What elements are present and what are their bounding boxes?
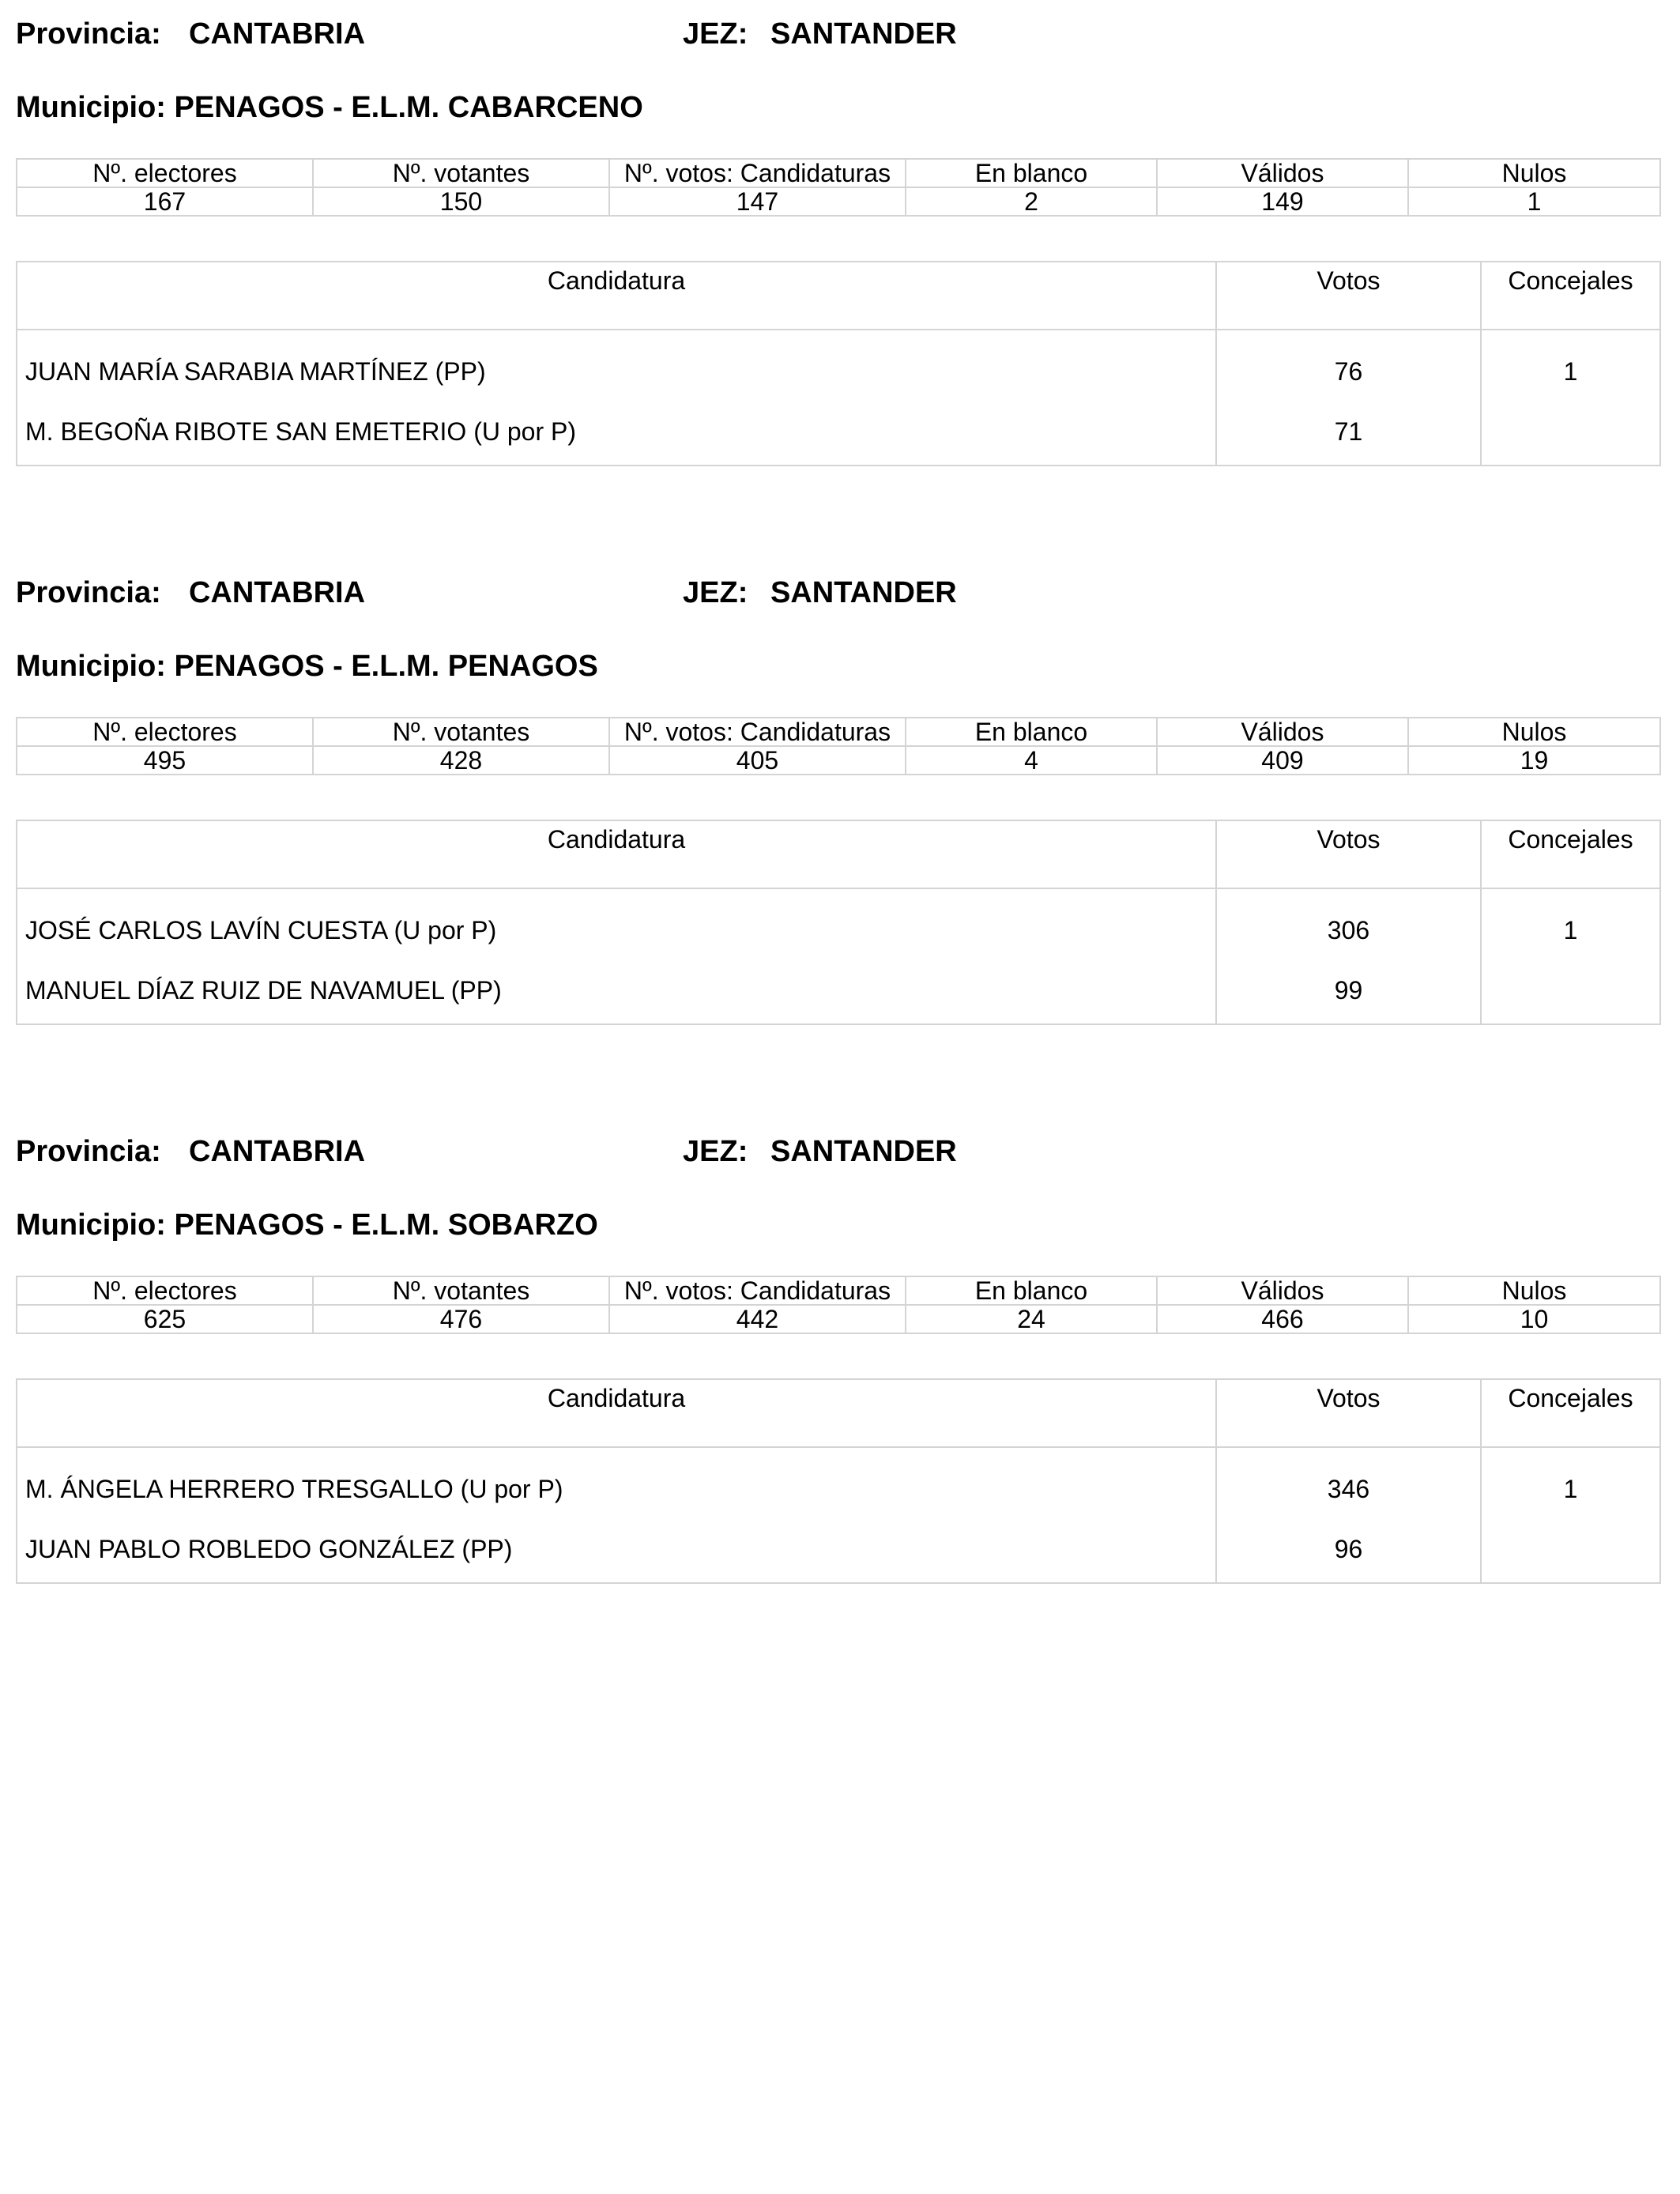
header-line: [16, 573, 1659, 613]
provincia-value: CANTABRIA: [189, 17, 366, 51]
stats-table: [16, 158, 1661, 217]
municipio-title: Municipio: PENAGOS - E.L.M. CABARCENO: [16, 91, 643, 124]
candidate-votos: 96: [1216, 1516, 1481, 1583]
election-section-penagos: [16, 573, 1659, 1023]
candidate-concejales: [1481, 957, 1660, 1024]
stats-header-cell: Nº. votos: Candidaturas: [609, 159, 906, 187]
jez-label: JEZ:: [683, 17, 748, 51]
candidate-row: [17, 330, 1660, 398]
stats-value-cell: 428: [313, 746, 609, 775]
stats-header-cell: Nº. votantes: [313, 1276, 609, 1305]
stats-header-cell: Nº. votos: Candidaturas: [609, 1276, 906, 1305]
stats-value-cell: 147: [609, 187, 906, 216]
jez-value: SANTANDER: [770, 576, 957, 609]
candidate-concejales: [1481, 1516, 1660, 1583]
votos-header: Votos: [1216, 1379, 1481, 1447]
candidate-votos: 76: [1216, 330, 1481, 398]
stats-value-cell: 24: [906, 1305, 1157, 1333]
municipio-title: Municipio: PENAGOS - E.L.M. SOBARZO: [16, 1208, 598, 1242]
candidates-table: [16, 261, 1661, 466]
stats-value-cell: 19: [1408, 746, 1660, 775]
stats-table: [16, 1276, 1661, 1334]
stats-value-row: [17, 187, 1660, 216]
stats-header-cell: Nº. votantes: [313, 159, 609, 187]
jez-label: JEZ:: [683, 1135, 748, 1168]
concejales-header: Concejales: [1481, 262, 1660, 330]
candidatura-header: Candidatura: [17, 1379, 1216, 1447]
provincia-value: CANTABRIA: [189, 576, 366, 609]
candidate-row: [17, 1516, 1660, 1583]
header-line: [16, 1132, 1659, 1171]
jez-label: JEZ:: [683, 576, 748, 609]
candidatura-header: Candidatura: [17, 820, 1216, 888]
stats-header-cell: En blanco: [906, 159, 1157, 187]
provincia-label: Provincia:: [16, 576, 161, 609]
stats-value-cell: 150: [313, 187, 609, 216]
candidate-votos: 306: [1216, 888, 1481, 957]
stats-header-cell: Válidos: [1157, 159, 1408, 187]
candidate-row: [17, 1447, 1660, 1516]
stats-value-cell: 405: [609, 746, 906, 775]
candidate-votos: 71: [1216, 398, 1481, 466]
jez-value: SANTANDER: [770, 17, 957, 51]
stats-value-cell: 2: [906, 187, 1157, 216]
stats-header-cell: Válidos: [1157, 718, 1408, 746]
stats-value-row: [17, 1305, 1660, 1333]
candidate-name: M. BEGOÑA RIBOTE SAN EMETERIO (U por P): [17, 398, 1216, 466]
stats-header-cell: En blanco: [906, 718, 1157, 746]
stats-value-cell: 442: [609, 1305, 906, 1333]
stats-header-cell: Nº. electores: [17, 1276, 313, 1305]
provincia-label: Provincia:: [16, 1135, 161, 1168]
stats-header-row: [17, 718, 1660, 746]
candidate-name: JUAN MARÍA SARABIA MARTÍNEZ (PP): [17, 330, 1216, 398]
jez-value: SANTANDER: [770, 1135, 957, 1168]
stats-header-cell: Nº. electores: [17, 159, 313, 187]
stats-header-cell: En blanco: [906, 1276, 1157, 1305]
stats-header-cell: Nulos: [1408, 159, 1660, 187]
election-section-sobarzo: [16, 1132, 1659, 1582]
votos-header: Votos: [1216, 820, 1481, 888]
stats-value-cell: 167: [17, 187, 313, 216]
stats-value-row: [17, 746, 1660, 775]
stats-value-cell: 476: [313, 1305, 609, 1333]
candidates-table: [16, 1378, 1661, 1584]
stats-value-cell: 466: [1157, 1305, 1408, 1333]
concejales-header: Concejales: [1481, 1379, 1660, 1447]
candidates-header-row: [17, 820, 1660, 888]
election-section-cabarceno: [16, 14, 1659, 465]
candidate-concejales: 1: [1481, 888, 1660, 957]
stats-value-cell: 10: [1408, 1305, 1660, 1333]
candidate-name: M. ÁNGELA HERRERO TRESGALLO (U por P): [17, 1447, 1216, 1516]
candidate-row: [17, 888, 1660, 957]
candidate-name: JUAN PABLO ROBLEDO GONZÁLEZ (PP): [17, 1516, 1216, 1583]
stats-header-row: [17, 1276, 1660, 1305]
candidate-row: [17, 398, 1660, 466]
stats-value-cell: 625: [17, 1305, 313, 1333]
candidatura-header: Candidatura: [17, 262, 1216, 330]
candidate-concejales: 1: [1481, 1447, 1660, 1516]
stats-header-cell: Nulos: [1408, 1276, 1660, 1305]
candidate-votos: 99: [1216, 957, 1481, 1024]
stats-value-cell: 4: [906, 746, 1157, 775]
candidate-row: [17, 957, 1660, 1024]
stats-header-cell: Nº. electores: [17, 718, 313, 746]
candidates-header-row: [17, 262, 1660, 330]
provincia-value: CANTABRIA: [189, 1135, 366, 1168]
concejales-header: Concejales: [1481, 820, 1660, 888]
candidates-header-row: [17, 1379, 1660, 1447]
stats-value-cell: 149: [1157, 187, 1408, 216]
header-line: [16, 14, 1659, 54]
stats-value-cell: 1: [1408, 187, 1660, 216]
candidate-concejales: [1481, 398, 1660, 466]
stats-header-cell: Nº. votos: Candidaturas: [609, 718, 906, 746]
provincia-label: Provincia:: [16, 17, 161, 51]
candidate-name: JOSÉ CARLOS LAVÍN CUESTA (U por P): [17, 888, 1216, 957]
candidate-concejales: 1: [1481, 330, 1660, 398]
candidate-name: MANUEL DÍAZ RUIZ DE NAVAMUEL (PP): [17, 957, 1216, 1024]
stats-header-cell: Nulos: [1408, 718, 1660, 746]
stats-value-cell: 409: [1157, 746, 1408, 775]
stats-header-row: [17, 159, 1660, 187]
candidates-table: [16, 820, 1661, 1025]
votos-header: Votos: [1216, 262, 1481, 330]
stats-header-cell: Nº. votantes: [313, 718, 609, 746]
stats-value-cell: 495: [17, 746, 313, 775]
stats-table: [16, 717, 1661, 775]
candidate-votos: 346: [1216, 1447, 1481, 1516]
municipio-title: Municipio: PENAGOS - E.L.M. PENAGOS: [16, 650, 598, 683]
stats-header-cell: Válidos: [1157, 1276, 1408, 1305]
